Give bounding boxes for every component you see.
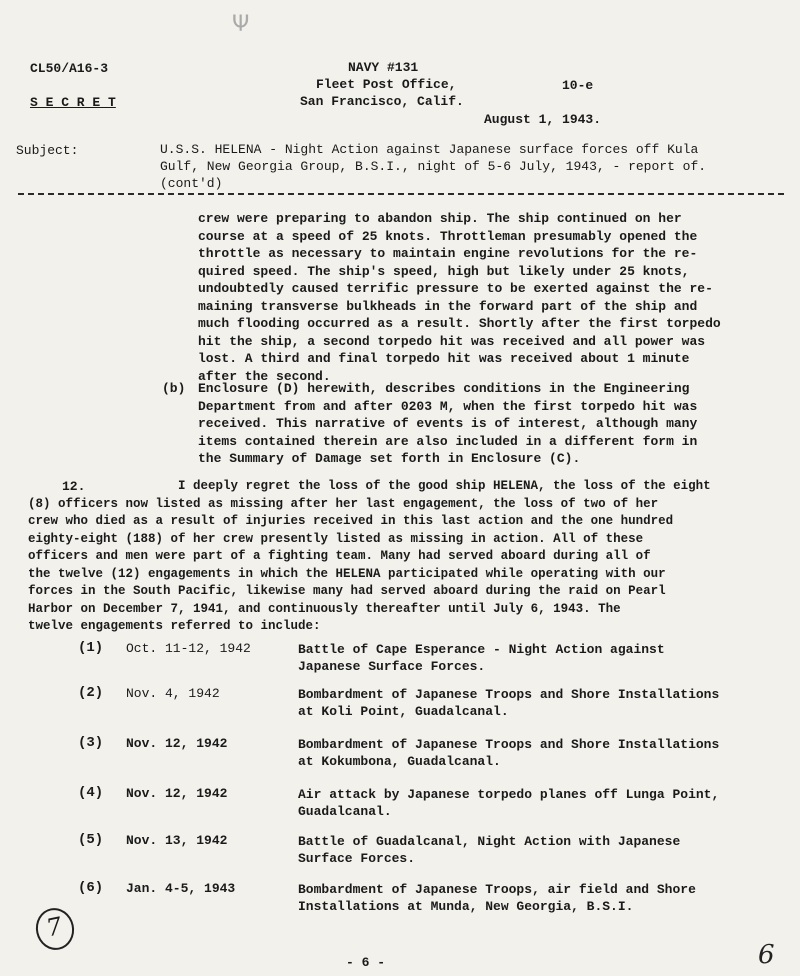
- page-number: - 6 -: [346, 955, 386, 970]
- engagement-description: Battle of Cape Esperance - Night Action against Japanese Surface Forces.: [298, 642, 665, 674]
- paragraph-12: I deeply regret the loss of the good ship HELENA, the loss of the eight (8) officers now listed as missing after her last engagement, the loss of two of her crew who died as a result of injuries received in this last action and the one hundred eighty-eight (188) of her crew presently listed as missing in action. All of these officers and men were part of a fighting team. Many had served aboard during all of the twelve (12) engagements in which the HELENA participated while operating with our forces in the South Pacific, likewise many had served aboard during the raid on Pearl Harbor on December 7, 1941, and continuously thereafter until July 6, 1943. The twelve engagements referred to include:: [28, 479, 711, 633]
- engagement-date: Nov. 13, 1942: [126, 833, 228, 848]
- engagement-number: (3): [78, 735, 104, 751]
- subject-line-3: (cont'd): [160, 176, 223, 191]
- city: San Francisco, Calif.: [300, 94, 464, 109]
- engagement-description: Air attack by Japanese torpedo planes off Lunga Point, Guadalcanal.: [298, 787, 720, 819]
- engagement-date: Nov. 12, 1942: [126, 736, 228, 751]
- handwritten-number: 6: [758, 940, 775, 970]
- engagement-description: Bombardment of Japanese Troops and Shore Installations at Kokumbona, Guadalcanal.: [298, 737, 720, 769]
- item-b-paragraph: Enclosure (D) herewith, describes conditions in the Engineering Department from and after 0203 M, when the first torpedo hit was received. This narrative of events is of interest, although many items contained therein are also included in a different form in the Summary of Damage set forth in Enclosure (C).: [198, 381, 698, 466]
- navy-number: NAVY #131: [348, 60, 419, 75]
- engagement-date: Oct. 11-12, 1942: [126, 641, 251, 656]
- engagement-description: Bombardment of Japanese Troops and Shore Installations at Koli Point, Guadalcanal.: [298, 687, 720, 719]
- subject-line-2: Gulf, New Georgia Group, B.S.I., night of 5-6 July, 1943, - report of.: [160, 159, 707, 174]
- punch-hole-mark: Ψ: [232, 12, 250, 37]
- item-b-marker: (b): [162, 381, 186, 396]
- document-date: August 1, 1943.: [484, 112, 602, 127]
- engagement-date: Nov. 12, 1942: [126, 786, 228, 801]
- engagement-date: Jan. 4-5, 1943: [126, 881, 236, 896]
- engagement-description: Battle of Guadalcanal, Night Action with Japanese Surface Forces.: [298, 834, 681, 866]
- paragraph-12-number: 12.: [62, 479, 86, 494]
- file-code: CL50/A16-3: [30, 61, 109, 76]
- engagement-number: (6): [78, 880, 104, 896]
- separator-line: [18, 193, 784, 195]
- engagement-date: Nov. 4, 1942: [126, 686, 220, 701]
- engagement-number: (2): [78, 685, 104, 701]
- classification: S E C R E T: [30, 95, 116, 110]
- engagement-description: Bombardment of Japanese Troops, air field and Shore Installations at Munda, New Georgia, B.S.I.: [298, 882, 696, 914]
- engagement-number: (4): [78, 785, 104, 801]
- circled-page-number: 7: [32, 905, 78, 954]
- engagement-number: (5): [78, 832, 104, 848]
- subject-line-1: U.S.S. HELENA - Night Action against Japanese surface forces off Kula: [160, 142, 699, 157]
- continuation-paragraph: crew were preparing to abandon ship. The ship continued on her course at a speed of 25 knots. Throttleman presumably opened the throttle as necessary to maintain engine revolutions for the re- quired speed. The ship's speed, high but likely under 25 knots, undoubtedly caused terrific pressure to be exerted against the re- maining transverse bulkheads in the forward part of the ship and much flooding occurred as a result. Shortly after the first torpedo hit the ship, a second torpedo hit was received and all power was lost. A third and final torpedo hit was received about 1 minute after the second.: [198, 211, 721, 384]
- subject-label: Subject:: [16, 143, 79, 158]
- route-code: 10-e: [562, 78, 594, 93]
- fleet-post-office: Fleet Post Office,: [316, 77, 457, 92]
- engagement-number: (1): [78, 640, 104, 656]
